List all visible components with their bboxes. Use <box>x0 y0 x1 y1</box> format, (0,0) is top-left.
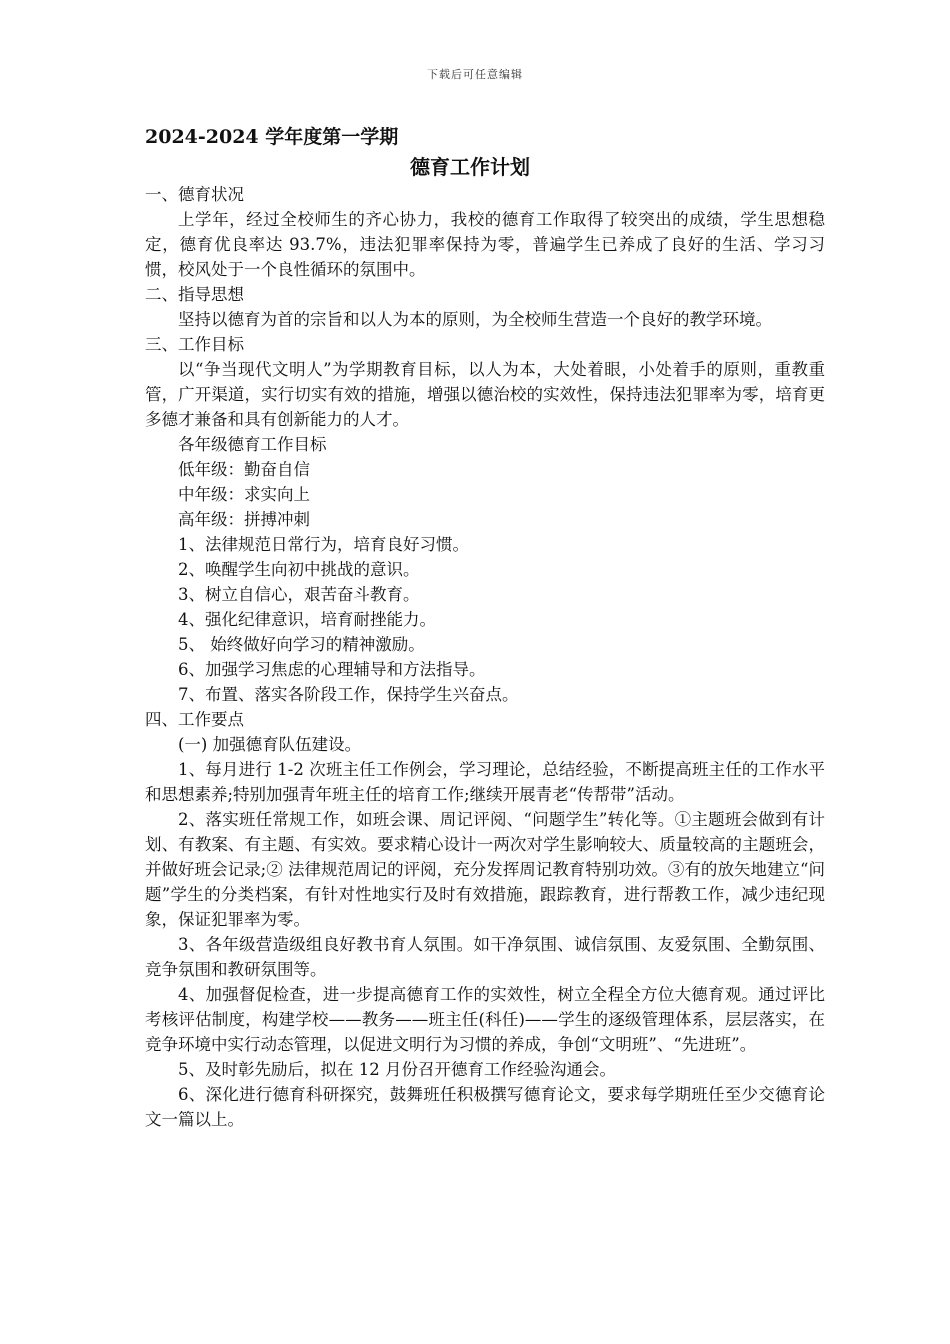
section-4-subheading: (一) 加强德育队伍建设。 <box>178 735 362 754</box>
grade-goal-mid: 中年级：求实向上 <box>178 485 310 504</box>
work-point-item: 6、深化进行德育科研探究，鼓舞班任积极撰写德育论文，要求每学期班任至少交德育论文一篇以上。 <box>145 1085 825 1129</box>
section-heading-4: 四、工作要点 <box>145 710 244 729</box>
goal-item: 4、强化纪律意识，培育耐挫能力。 <box>178 610 436 629</box>
section-1-paragraph: 上学年，经过全校师生的齐心协力，我校的德育工作取得了较突出的成绩，学生思想稳定，德育优良率达 93.7%，违法犯罪率保持为零，普遍学生已养成了良好的生活、学习习惯，校风处于一个良性循环的氛围中。 <box>145 210 825 279</box>
section-heading-3: 三、工作目标 <box>145 335 244 354</box>
document-title-line1: 2024-2024 学年度第一学期 <box>145 126 399 148</box>
goal-item: 1、法律规范日常行为，培育良好习惯。 <box>178 535 469 554</box>
grade-goal-high: 高年级：拼搏冲刺 <box>178 510 310 529</box>
work-point-item: 2、落实班任常规工作，如班会课、周记评阅、“问题学生”转化等。①主题班会做到有计划、有教案、有主题、有实效。要求精心设计一两次对学生影响较大、质量较高的主题班会，并做好班会记录;② 法律规范周记的评阅，充分发挥周记教育特别功效。③有的放矢地建立“问题”学生的分类档案，有针对性地实行及时有效措施，跟踪教育，进行帮教工作，减少违纪现象，保证犯罪率为零。 <box>145 810 825 929</box>
goal-item: 3、树立自信心，艰苦奋斗教育。 <box>178 585 420 604</box>
section-3-paragraph: 以“争当现代文明人”为学期教育目标，以人为本，大处着眼，小处着手的原则，重教重管，广开渠道，实行切实有效的措施，增强以德治校的实效性，保持违法犯罪率为零，培育更多德才兼备和具有创新能力的人才。 <box>145 360 825 429</box>
goal-item: 2、唤醒学生向初中挑战的意识。 <box>178 560 420 579</box>
goal-item: 7、布置、落实各阶段工作，保持学生兴奋点。 <box>178 685 519 704</box>
work-point-item: 3、各年级营造级组良好教书育人氛围。如干净氛围、诚信氛围、友爱氛围、全勤氛围、竞争氛围和教研氛围等。 <box>145 935 825 979</box>
section-heading-2: 二、指导思想 <box>145 285 244 304</box>
grade-goals-title: 各年级德育工作目标 <box>178 435 327 454</box>
section-2-paragraph: 坚持以德育为首的宗旨和以人为本的原则，为全校师生营造一个良好的教学环境。 <box>178 310 772 329</box>
page-header-note: 下载后可任意编辑 <box>427 68 523 81</box>
work-point-item: 4、加强督促检查，进一步提高德育工作的实效性，树立全程全方位大德育观。通过评比考核评估制度，构建学校——教务——班主任(科任)——学生的逐级管理体系，层层落实，在竞争环境中实行动态管理，以促进文明行为习惯的养成，争创“文明班”、“先进班”。 <box>145 985 825 1054</box>
work-point-item: 5、及时彰先励后，拟在 12 月份召开德育工作经验沟通会。 <box>178 1060 616 1079</box>
section-heading-1: 一、德育状况 <box>145 185 244 204</box>
document-title-line2: 德育工作计划 <box>410 155 530 179</box>
goal-item: 6、加强学习焦虑的心理辅导和方法指导。 <box>178 660 486 679</box>
grade-goal-low: 低年级：勤奋自信 <box>178 460 310 479</box>
goal-item: 5、 始终做好向学习的精神激励。 <box>178 635 425 654</box>
document-body <box>145 122 825 1132</box>
work-point-item: 1、每月进行 1-2 次班主任工作例会，学习理论，总结经验，不断提高班主任的工作水平和思想素养;特别加强青年班主任的培育工作;继续开展青老“传帮带”活动。 <box>145 760 825 804</box>
